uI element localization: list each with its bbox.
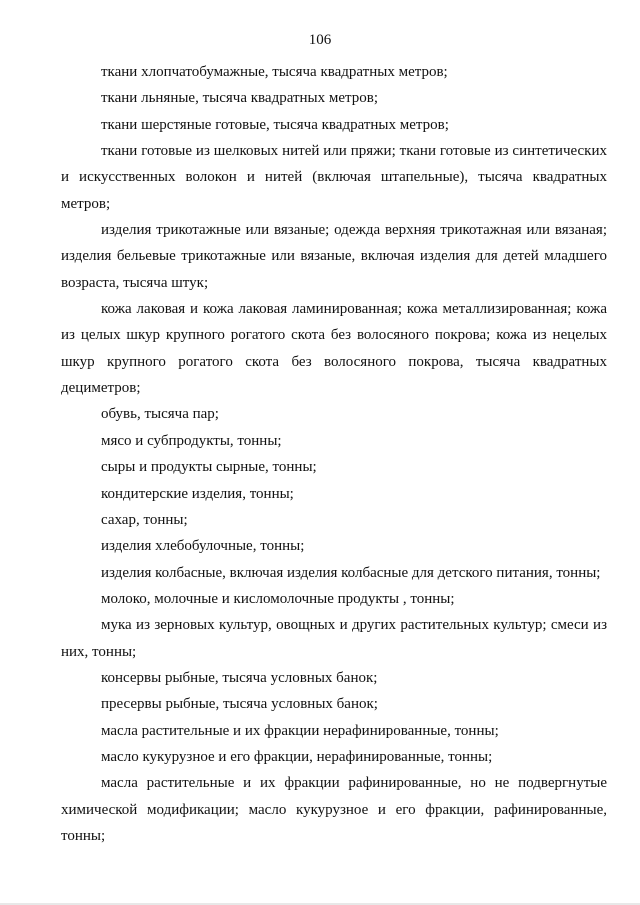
paragraph-15: мука из зерновых культур, овощных и других растительных культур; смеси из них, тонны; [61, 617, 607, 660]
paragraph-1: ткани хлопчатобумажные, тысяча квадратных метров; [101, 64, 448, 80]
paragraph-7: обувь, тысяча пар; [101, 406, 219, 423]
paragraph-6: кожа лаковая и кожа лаковая ламинированная; кожа металлизированная; кожа из целых шкур крупного рогатого скота без волосяного покрова; кожа из нецелых шкур крупного рогатого скота без волосяного покрова, тысяча квадратных дециметров; [61, 301, 607, 397]
paragraph-17: пресервы рыбные, тысяча условных банок; [101, 696, 378, 713]
document-body [61, 59, 607, 849]
paragraph-19: масло кукурузное и его фракции, нерафинированные, тонны; [101, 748, 493, 765]
paragraph-4: ткани готовые из шелковых нитей или пряжи; ткани готовые из синтетических и искусственных волокон и нитей (включая штапельные), тысяча квадратных метров; [61, 143, 607, 212]
paragraph-18: масла растительные и их фракции нерафинированные, тонны; [101, 722, 499, 739]
paragraph-13: изделия колбасные, включая изделия колбасные для детского питания, тонны; [101, 564, 601, 581]
paragraph-2: ткани льняные, тысяча квадратных метров; [101, 90, 379, 107]
paragraph-3: ткани шерстяные готовые, тысяча квадратных метров; [101, 116, 449, 133]
paragraph-9: сыры и продукты сырные, тонны; [101, 459, 317, 476]
paragraph-5: изделия трикотажные или вязаные; одежда верхняя трикотажная или вязаная; изделия бельевые трикотажные или вязаные, включая изделия для детей младшего возраста, тысяча штук; [61, 222, 607, 291]
page-number: 106 [308, 32, 332, 48]
paragraph-20: масла растительные и их фракции рафинированные, но не подвергнутые химической модификации; масло кукурузное и его фракции, рафинированные, тонны; [61, 775, 607, 844]
paragraph-11: сахар, тонны; [101, 511, 188, 528]
paragraph-8: мясо и субпродукты, тонны; [101, 432, 282, 449]
paragraph-14: молоко, молочные и кисломолочные продукты , тонны; [101, 590, 455, 607]
paragraph-10: кондитерские изделия, тонны; [101, 485, 294, 502]
paragraph-16: консервы рыбные, тысяча условных банок; [101, 669, 378, 686]
paragraph-12: изделия хлебобулочные, тонны; [101, 538, 305, 555]
